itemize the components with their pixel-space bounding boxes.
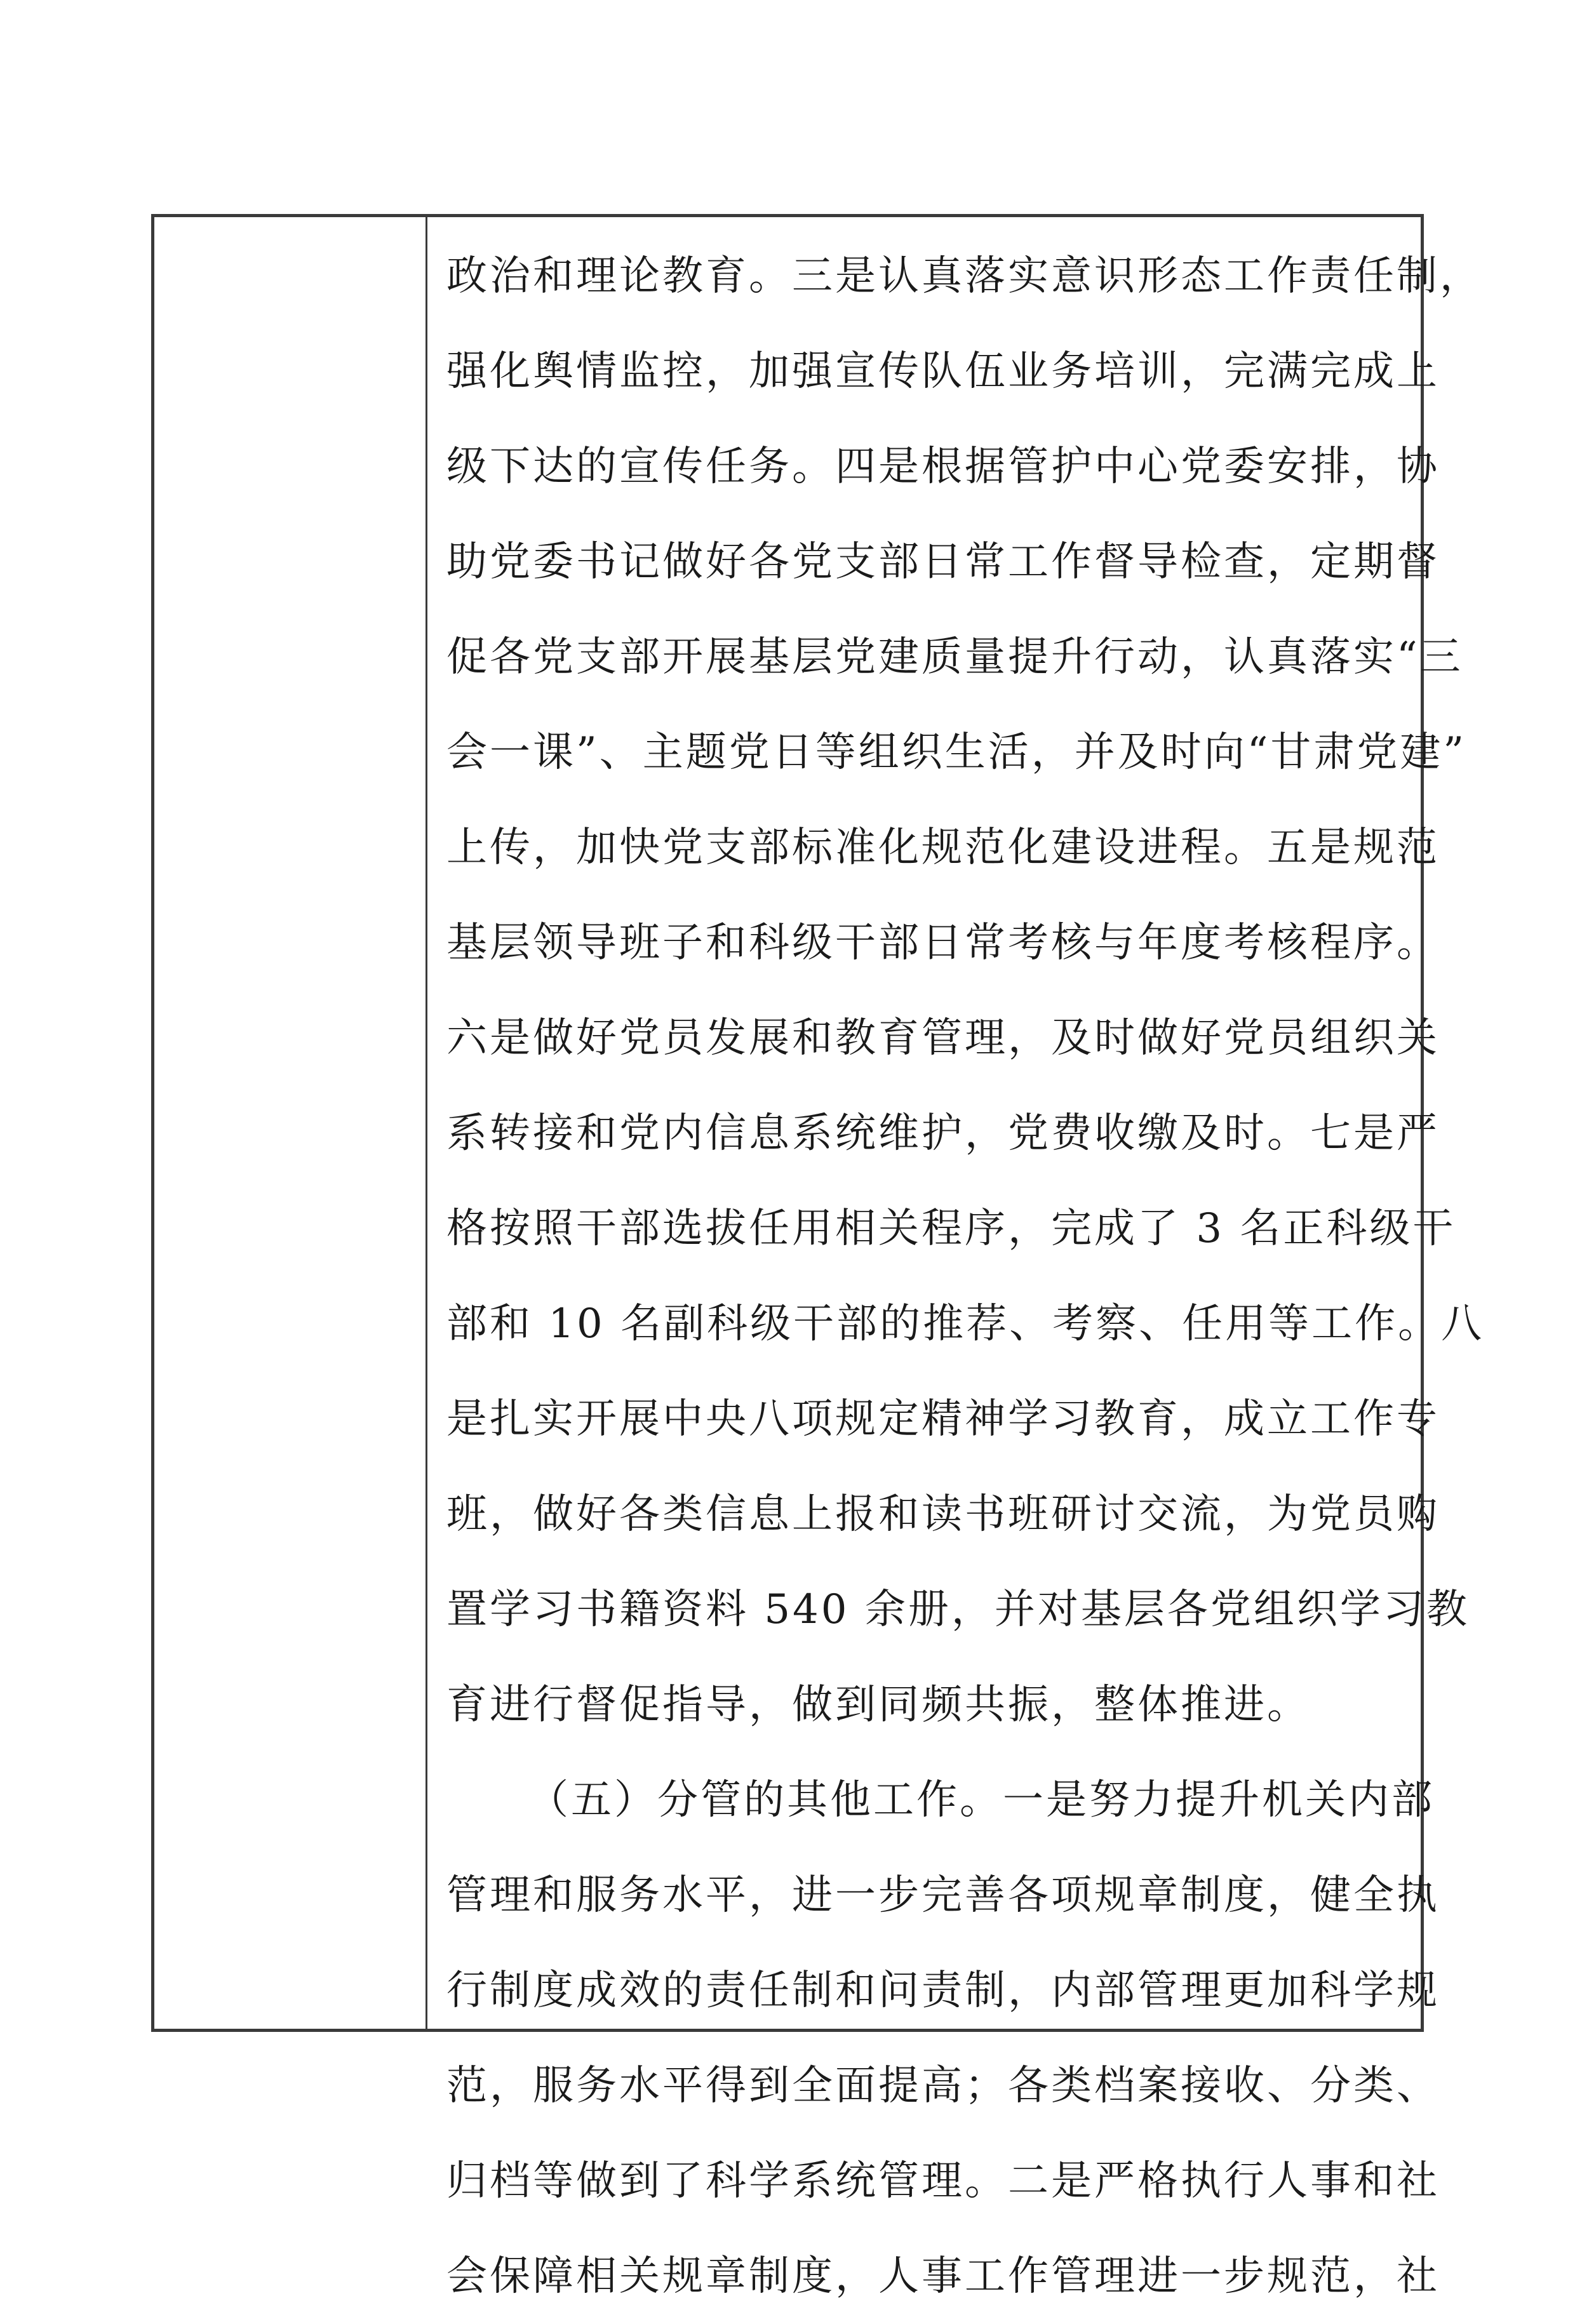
text-line: 强化舆情监控，加强宣传队伍业务培训，完满完成上	[446, 348, 1440, 395]
text-line: 政治和理论教育。三是认真落实意识形态工作责任制，	[446, 253, 1483, 300]
text-line: 上传，加快党支部标准化规范化建设进程。五是规范	[446, 824, 1440, 871]
text-line: 六是做好党员发展和教育管理，及时做好党员组织关	[446, 1015, 1440, 1062]
text-line: 会一课”、主题党日等组织生活，并及时向“甘肃党建”	[446, 729, 1467, 776]
table-frame	[151, 214, 1485, 2300]
table-left-cell	[154, 217, 427, 2029]
text-line: 归档等做到了科学系统管理。二是严格执行人事和社	[446, 2158, 1440, 2205]
text-line: 基层领导班子和科级干部日常考核与年度考核程序。	[446, 919, 1440, 966]
text-line: 置学习书籍资料 540 余册，并对基层各党组织学习教	[446, 1586, 1470, 1633]
text-line: 系转接和党内信息系统维护，党费收缴及时。七是严	[446, 1110, 1440, 1157]
text-line: 促各党支部开展基层党建质量提升行动，认真落实“三	[446, 634, 1463, 681]
body-text	[446, 229, 1485, 2324]
text-line: 行制度成效的责任制和问责制，内部管理更加科学规	[446, 1967, 1440, 2014]
text-line: 班，做好各类信息上报和读书班研讨交流，为党员购	[446, 1491, 1440, 1538]
section-heading-line: （五）分管的其他工作。一是努力提升机关内部	[528, 1777, 1435, 1824]
text-line: 育进行督促指导，做到同频共振，整体推进。	[446, 1681, 1310, 1728]
text-line: 助党委书记做好各党支部日常工作督导检查，定期督	[446, 538, 1440, 585]
table-right-cell	[427, 217, 1485, 2300]
text-line: 范，服务水平得到全面提高；各类档案接收、分类、	[446, 2062, 1440, 2109]
text-line: 会保障相关规章制度，人事工作管理进一步规范，社	[446, 2253, 1440, 2300]
text-line: 级下达的宣传任务。四是根据管护中心党委安排，协	[446, 443, 1440, 490]
text-line: 是扎实开展中央八项规定精神学习教育，成立工作专	[446, 1396, 1440, 1443]
text-line: 管理和服务水平，进一步完善各项规章制度，健全执	[446, 1872, 1440, 1919]
text-line: 部和 10 名副科级干部的推荐、考察、任用等工作。八	[446, 1300, 1485, 1347]
text-line: 格按照干部选拔任用相关程序，完成了 3 名正科级干	[446, 1205, 1456, 1252]
